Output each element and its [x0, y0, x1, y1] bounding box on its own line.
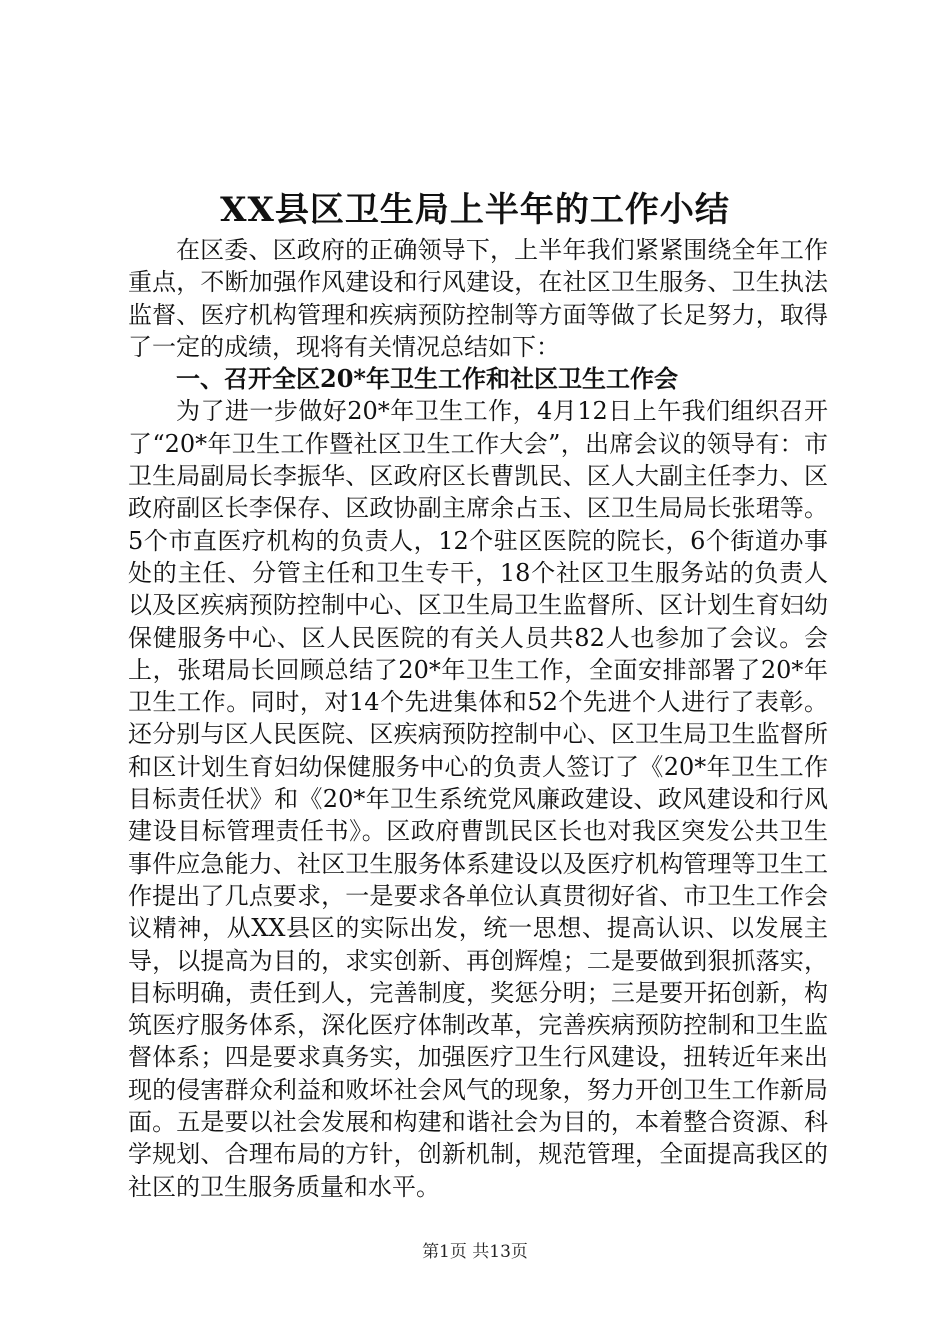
- page-number-footer: 第1页 共13页: [422, 1242, 528, 1262]
- intro-paragraph: 在区委、区政府的正确领导下，上半年我们紧紧围绕全年工作重点，不断加强作风建设和行风建设，在社区卫生服务、卫生执法监督、医疗机构管理和疾病预防控制等方面等做了长足努力，取得了一定的成绩，现将有关情况总结如下：: [128, 236, 828, 361]
- section-paragraph: 为了进一步做好20*年卫生工作，4月12日上午我们组织召开了“20*年卫生工作暨社区卫生工作大会”，出席会议的领导有：市卫生局副局长李振华、区政府区长曹凯民、区人大副主任李力、区政府副区长李保存、区政协副主席余占玉、区卫生局局长张珺等。5个市直医疗机构的负责人，12个驻区医院的院长，6个街道办事处的主任、分管主任和卫生专干，18个社区卫生服务站的负责人以及区疾病预防控制中心、区卫生局卫生监督所、区计划生育妇幼保健服务中心、区人民医院的有关人员共82人也参加了会议。会上，张珺局长回顾总结了20*年卫生工作，全面安排部署了20*年卫生工作。同时，对14个先进集体和52个先进个人进行了表彰。还分别与区人民医院、区疾病预防控制中心、区卫生局卫生监督所和区计划生育妇幼保健服务中心的负责人签订了《20*年卫生工作目标责任状》和《20*年卫生系统党风廉政建设、政风建设和行风建设目标管理责任书》。区政府曹凯民区长也对我区突发公共卫生事件应急能力、社区卫生服务体系建设以及医疗机构管理等卫生工作提出了几点要求，一是要求各单位认真贯彻好省、市卫生工作会议精神，从XX县区的实际出发，统一思想、提高认识、以发展主导，以提高为目的，求实创新、再创辉煌；二是要做到狠抓落实，目标明确，责任到人，完善制度，奖惩分明；三是要开拓创新，构筑医疗服务体系，深化医疗体制改革，完善疾病预防控制和卫生监督体系；四是要求真务实，加强医疗卫生行风建设，扭转近年来出现的侵害群众利益和败坏社会风气的现象，努力开创卫生工作新局面。五是要以社会发展和构建和谐社会为目的，本着整合资源、科学规划、合理布局的方针，创新机制，规范管理，全面提高我区的社区的卫生服务质量和水平。: [128, 397, 828, 1201]
- document-title: XX县区卫生局上半年的工作小结: [220, 190, 730, 230]
- document-body: [128, 234, 828, 1203]
- section-heading: 一、召开全区20*年卫生工作和社区卫生工作会: [176, 364, 678, 394]
